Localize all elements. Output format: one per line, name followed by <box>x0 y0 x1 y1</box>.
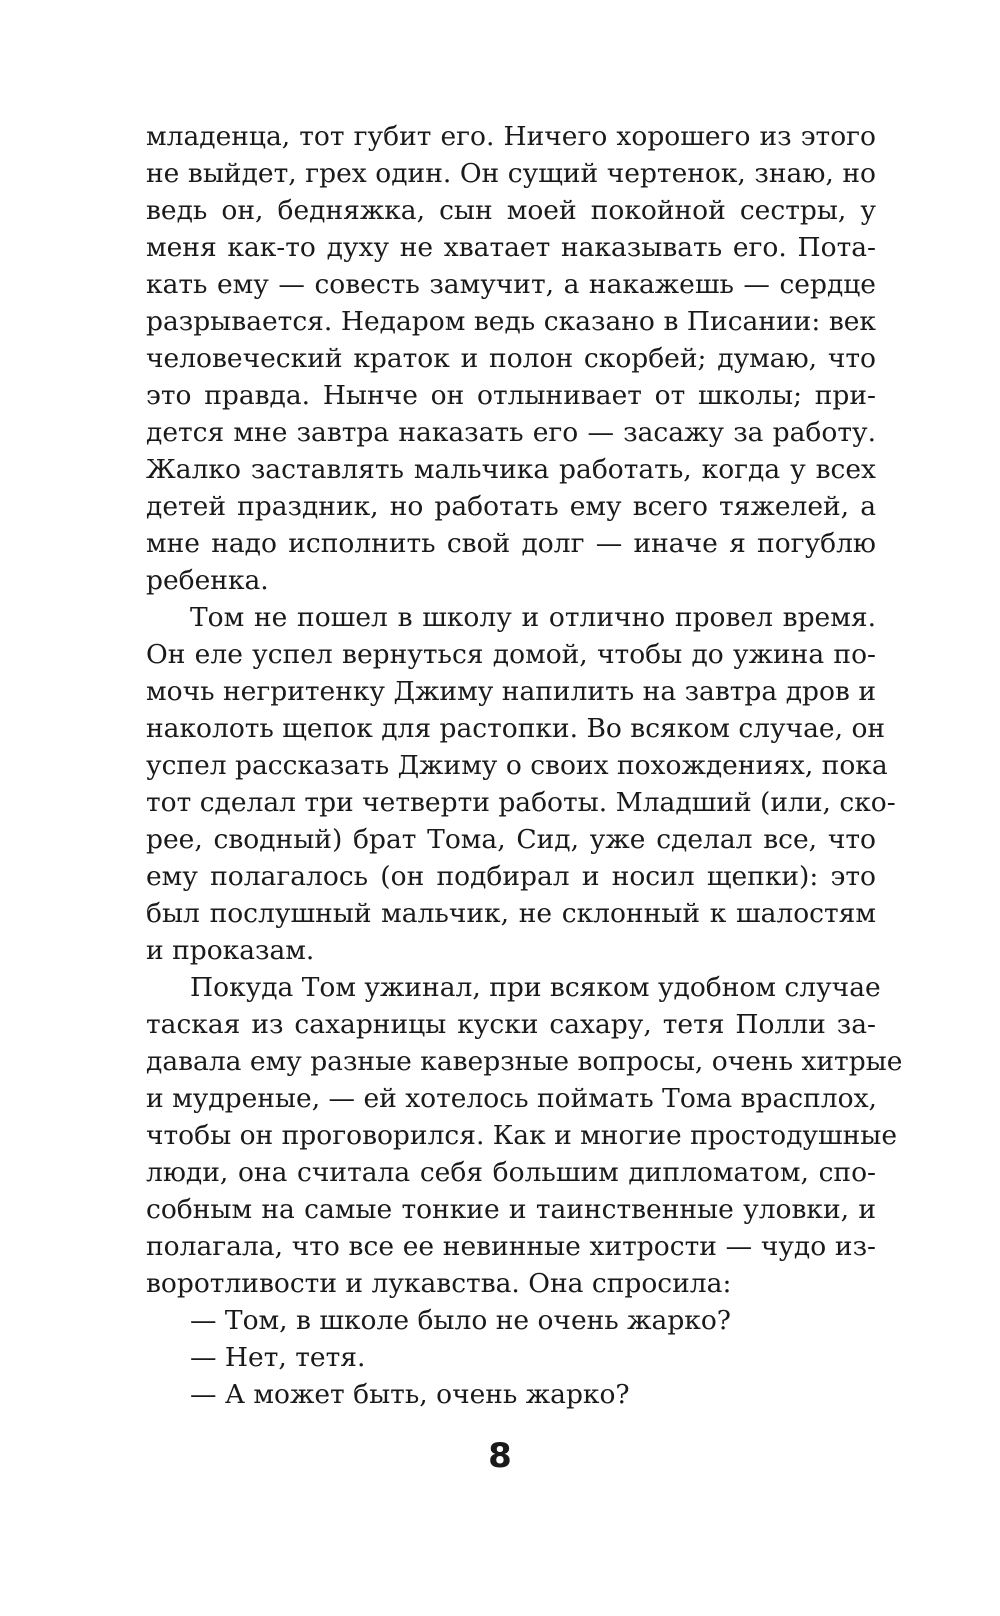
text-line: чтобы он проговорился. Как и многие простодушные <box>146 1120 898 1151</box>
text-line: собным на самые тонкие и таинственные уловки, и <box>146 1194 876 1225</box>
body-text <box>146 118 903 1413</box>
page-number: 8 <box>488 1436 512 1476</box>
text-line: мне надо исполнить свой долг — иначе я погублю <box>146 528 876 559</box>
text-line: ребенка. <box>146 565 269 596</box>
text-line: успел рассказать Джиму о своих похождениях, пока <box>146 750 888 781</box>
paragraph <box>146 969 903 1302</box>
paragraph <box>146 118 876 599</box>
text-line: таская из сахарницы куски сахару, тетя Полли за- <box>146 1009 876 1040</box>
text-line: ему полагалось (он подбирал и носил щепки): это <box>146 861 876 892</box>
text-line: дется мне завтра наказать его — засажу за работу. <box>146 417 876 448</box>
text-line: Он еле успел вернуться домой, чтобы до ужина по- <box>146 639 876 670</box>
text-line: был послушный мальчик, не склонный к шалостям <box>146 898 876 929</box>
text-line: воротливости и лукавства. Она спросила: <box>146 1268 732 1299</box>
text-line: кать ему — совесть замучит, а накажешь — сердце <box>146 269 876 300</box>
text-line: разрывается. Недаром ведь сказано в Писании: век <box>146 306 876 337</box>
text-line: Жалко заставлять мальчика работать, когда у всех <box>146 454 876 485</box>
text-line: не выйдет, грех один. Он сущий чертенок, знаю, но <box>146 158 876 189</box>
text-line: наколоть щепок для растопки. Во всяком случае, он <box>146 713 886 744</box>
text-line: Покуда Том ужинал, при всяком удобном случае <box>190 972 881 1003</box>
text-line: полагала, что все ее невинные хитрости — чудо из- <box>146 1231 876 1262</box>
text-line: детей праздник, но работать ему всего тяжелей, а <box>146 491 876 522</box>
text-line: — Том, в школе было не очень жарко? <box>190 1305 732 1336</box>
text-line: рее, сводный) брат Тома, Сид, уже сделал все, что <box>146 824 876 855</box>
text-line: тот сделал три четверти работы. Младший (или, ско- <box>146 787 896 818</box>
text-line: это правда. Нынче он отлынивает от школы; при- <box>146 380 876 411</box>
text-line: человеческий краток и полон скорбей; думаю, что <box>146 343 876 374</box>
text-line: Том не пошел в школу и отлично провел время. <box>190 602 876 633</box>
paragraph <box>146 1339 876 1376</box>
paragraph <box>146 599 896 969</box>
paragraph <box>146 1302 876 1339</box>
text-line: меня как-то духу не хватает наказывать его. Пота- <box>146 232 876 263</box>
text-line: люди, она считала себя большим дипломатом, спо- <box>146 1157 876 1188</box>
text-line: давала ему разные каверзные вопросы, очень хитрые <box>146 1046 903 1077</box>
text-line: младенца, тот губит его. Ничего хорошего из этого <box>146 121 876 152</box>
text-line: — Нет, тетя. <box>190 1342 366 1373</box>
text-line: ведь он, бедняжка, сын моей покойной сестры, у <box>146 195 876 226</box>
text-line: — А может быть, очень жарко? <box>190 1379 630 1410</box>
paragraph <box>146 1376 876 1413</box>
text-line: и мудреные, — ей хотелось поймать Тома врасплох, <box>146 1083 877 1114</box>
text-line: мочь негритенку Джиму напилить на завтра дров и <box>146 676 876 707</box>
text-line: и проказам. <box>146 935 315 966</box>
